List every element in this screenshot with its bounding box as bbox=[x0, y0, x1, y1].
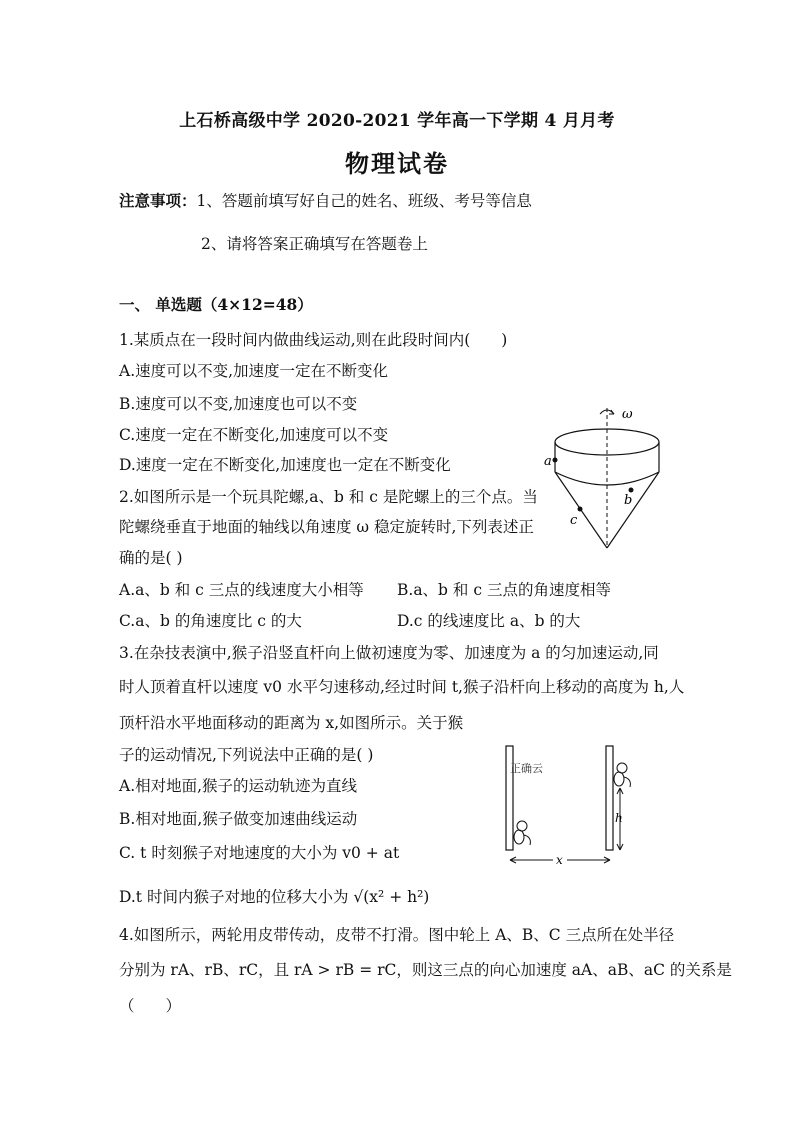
monkey-pole-figure bbox=[498, 742, 638, 868]
q2-option-c: C.a、b 的角速度比 c 的大 bbox=[119, 612, 302, 630]
q4-stem-line-3: （ ） bbox=[119, 997, 182, 1015]
label-h: h bbox=[615, 811, 623, 825]
q2-option-b: B.a、b 和 c 三点的角速度相等 bbox=[397, 581, 611, 599]
q2-option-d: D.c 的线速度比 a、b 的大 bbox=[397, 612, 581, 630]
point-b-dot bbox=[629, 488, 634, 493]
monkey-top-icon bbox=[614, 763, 630, 787]
q2-stem-line-1: 2.如图所示是一个玩具陀螺,a、b 和 c 是陀螺上的三个点。当 bbox=[119, 488, 538, 506]
watermark-text: 正确云 bbox=[510, 762, 543, 775]
q4-stem-line-1: 4.如图所示，两轮用皮带传动，皮带不打滑。图中轮上 A、B、C 三点所在处半径 bbox=[119, 926, 675, 944]
q1-option-b: B.速度可以不变,加速度也可以不变 bbox=[119, 395, 358, 413]
q1-option-d: D.速度一定在不断变化,加速度也一定在不断变化 bbox=[119, 456, 451, 474]
omega-label: ω bbox=[622, 407, 633, 422]
q3-option-b: B.相对地面,猴子做变加速曲线运动 bbox=[119, 810, 358, 828]
q3-stem-line-4: 子的运动情况,下列说法中正确的是( ) bbox=[119, 746, 374, 764]
label-a: a bbox=[544, 454, 552, 469]
q3-stem-line-3: 顶杆沿水平地面移动的距离为 x,如图所示。关于猴 bbox=[119, 714, 464, 732]
q2-stem-line-3: 确的是( ) bbox=[119, 549, 183, 567]
point-c-dot bbox=[578, 507, 583, 512]
q3-option-a: A.相对地面,猴子的运动轨迹为直线 bbox=[119, 777, 358, 795]
label-x: x bbox=[556, 853, 563, 867]
subject-title: 物理试卷 bbox=[345, 149, 449, 178]
monkey-bottom-icon bbox=[514, 821, 530, 845]
school-exam-title: 上石桥高级中学 2020-2021 学年高一下学期 4 月月考 bbox=[179, 111, 615, 131]
point-a-dot bbox=[553, 458, 558, 463]
q1-stem: 1.某质点在一段时间内做曲线运动,则在此段时间内( ) bbox=[119, 331, 508, 349]
q2-stem-line-2: 陀螺绕垂直于地面的轴线以角速度 ω 稳定旋转时,下列表述正 bbox=[119, 518, 534, 536]
notice-line-1 bbox=[119, 191, 532, 211]
q4-stem-line-2: 分别为 rA、rB、rC，且 rA > rB = rC，则这三点的向心加速度 aA、aB、aC 的关系是 bbox=[119, 961, 732, 979]
notice-item-1: 1、答题前填写好自己的姓名、班级、考号等信息 bbox=[196, 192, 532, 210]
q1-option-c: C.速度一定在不断变化,加速度可以不变 bbox=[119, 426, 389, 444]
spinning-top-figure bbox=[540, 398, 690, 556]
q2-option-a: A.a、b 和 c 三点的线速度大小相等 bbox=[119, 581, 364, 599]
label-c: c bbox=[570, 513, 578, 528]
q3-stem-line-2: 时人顶着直杆以速度 v0 水平匀速移动,经过时间 t,猴子沿杆向上移动的高度为 h,人 bbox=[119, 678, 685, 696]
notice-label: 注意事项： bbox=[119, 191, 197, 210]
q3-stem-line-1: 3.在杂技表演中,猴子沿竖直杆向上做初速度为零、加速度为 a 的匀加速运动,同 bbox=[119, 644, 659, 662]
label-b: b bbox=[624, 493, 633, 508]
section-title: 一、 单选题（4×12=48） bbox=[119, 295, 313, 314]
notice-item-2: 2、请将答案正确填写在答题卷上 bbox=[201, 235, 428, 253]
q3-option-d: D.t 时间内猴子对地的位移大小为 √(x² + h²) bbox=[119, 888, 430, 906]
q1-option-a: A.速度可以不变,加速度一定在不断变化 bbox=[119, 362, 389, 380]
q3-option-c: C. t 时刻猴子对地速度的大小为 v0 + at bbox=[119, 844, 400, 862]
